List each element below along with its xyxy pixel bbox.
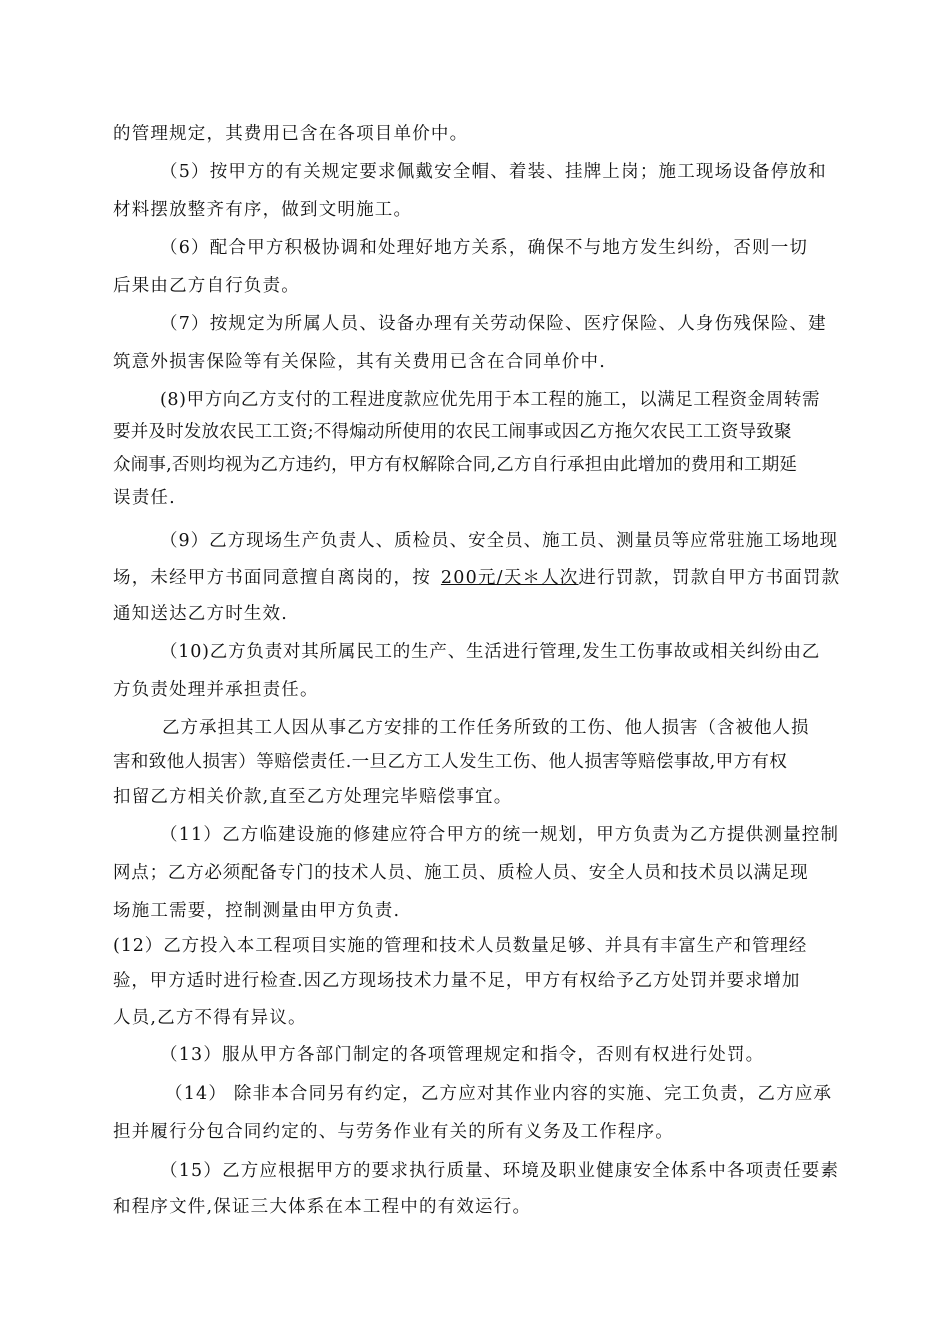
clause-12-line: (12）乙方投入本工程项目实施的管理和技术人员数量足够、并具有丰富生产和管理经: [113, 936, 808, 956]
clause-9-line: （9）乙方现场生产负责人、质检员、安全员、施工员、测量员等应常驻施工场地现: [160, 531, 839, 551]
clause-5-line: （5）按甲方的有关规定要求佩戴安全帽、着装、挂牌上岗；施工现场设备停放和: [160, 162, 827, 182]
clause-13-line: （13）服从甲方各部门制定的各项管理规定和指令，否则有权进行处罚。: [160, 1045, 765, 1065]
fine-rate-text: 200元/天＊人次: [440, 568, 579, 588]
clause-11-line: （11）乙方临建设施的修建应符合甲方的统一规划，甲方负责为乙方提供测量控制: [160, 825, 840, 845]
text-line: 扣留乙方相关价款,直至乙方处理完毕赔偿事宜。: [113, 787, 513, 807]
text-line: 担并履行分包合同约定的、与劳务作业有关的所有义务及工作程序。: [113, 1122, 674, 1142]
text-line: 误责任.: [113, 488, 176, 508]
text-line: 害和致他人损害）等赔偿责任.一旦乙方工人发生工伤、他人损害等赔偿事故,甲方有权: [113, 752, 788, 772]
text-line: 和程序文件,保证三大体系在本工程中的有效运行。: [113, 1197, 532, 1217]
text-line: 筑意外损害保险等有关保险，其有关费用已含在合同单价中.: [113, 352, 606, 372]
text-line: 验，甲方适时进行检查.因乙方现场技术力量不足，甲方有权给予乙方处罚并要求增加: [113, 971, 801, 991]
clause-15-line: （15）乙方应根据甲方的要求执行质量、环境及职业健康安全体系中各项责任要素: [160, 1161, 840, 1181]
clause-6-line: （6）配合甲方积极协调和处理好地方关系，确保不与地方发生纠纷，否则一切: [160, 238, 809, 258]
clause-10-line: （10)乙方负责对其所属民工的生产、生活进行管理,发生工伤事故或相关纠纷由乙: [160, 642, 821, 662]
text-line: 乙方承担其工人因从事乙方安排的工作任务所致的工伤、他人损害（含被他人损: [162, 718, 810, 738]
clause-8-line: (8)甲方向乙方支付的工程进度款应优先用于本工程的施工，以满足工程资金周转需: [160, 390, 821, 410]
text-line: [113, 567, 840, 589]
text-line: 众闹事,否则均视为乙方违约，甲方有权解除合同,乙方自行承担由此增加的费用和工期延: [113, 455, 798, 475]
text-line: 人员,乙方不得有异议。: [113, 1008, 307, 1028]
clause-14-line: （14） 除非本合同另有约定，乙方应对其作业内容的实施、完工负责，乙方应承: [165, 1084, 833, 1104]
text-line: 网点；乙方必须配备专门的技术人员、施工员、质检人员、安全人员和技术员以满足现: [113, 863, 809, 883]
text-segment: 进行罚款，罚款自甲方书面罚款: [578, 568, 841, 588]
text-line: 通知送达乙方时生效.: [113, 604, 289, 624]
text-line: 场施工需要，控制测量由甲方负责.: [113, 901, 401, 921]
text-line: 后果由乙方自行负责。: [113, 276, 300, 296]
clause-7-line: （7）按规定为所属人员、设备办理有关劳动保险、医疗保险、人身伤残保险、建: [160, 314, 827, 334]
text-line: 的管理规定，其费用已含在各项目单价中。: [113, 124, 469, 144]
text-line: 要并及时发放农民工工资;不得煽动所使用的农民工闹事或因乙方拖欠农民工工资导致聚: [113, 422, 792, 442]
text-segment: 场，未经甲方书面同意擅自离岗的，按: [113, 568, 431, 588]
text-line: 方负责处理并承担责任。: [113, 680, 319, 700]
text-line: 材料摆放整齐有序，做到文明施工。: [113, 200, 413, 220]
